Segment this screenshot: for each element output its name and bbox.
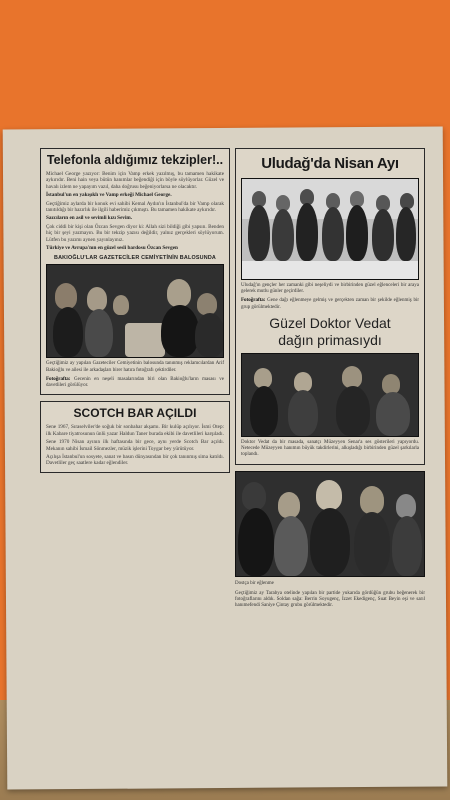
tekzip-paragraph: Çok ciddi bir kişi olan Özcan Sevgen diyor ki: Allah sizi bildiği gibi yapsın. Benden hiç bir şeyi yazmayın. Bu bir tekzip yazısı değildir, yalnız gerçekleri söylüyorum. Lütfen bu yazımı aynen yayınlayınız. [46,223,224,243]
tekzip-paragraph: Michael George yazıyor: Benim için Vamp erkek yazılmış, bu tamamen hakikate aykırıdır. Beni hain veya bütün hanımlar beğendiği için böyle söylüyorlar. Güzel ve havalı izlem ne yapayım vazıl, daha doğrusu beğeniyorlarsa ne olacaktır. [46,171,224,190]
scotch-title: SCOTCH BAR AÇILDI [73,406,197,421]
balo-foto-text: Gecenin en neşeli masalarından biri olan Bakioğlu'ların masası ve davetlileri görülüyor. [46,376,224,389]
tekzip-headline: Telefonla aldığımız tekzipler!.. [46,153,224,167]
scotch-section [40,401,230,472]
balo-foto-caption [46,377,224,389]
scotch-paragraph: Sene 1970 Nisan ayının ilk haftasında bir gece, aynı yerde Scotch Bar açıldı. Mekanın sahibi İsmail Sönmezler, müzik işlerini Toygar bey yürütüyor. [46,439,224,452]
tekzip-subline: Türkiye ve Avrupa'nın en güzel sesli bardosu Özcan Sevgen [46,245,178,252]
doctor-title [241,315,419,349]
uludag-title: Uludağ'da Nisan Ayı [261,155,399,172]
tekzip-subline: Sazcıların en asil ve sevimli kızı Sevim. [46,215,133,222]
uludag-section [235,148,425,465]
dostca-caption: Geçtiğimiz ay Tarabya otelinde yapılan bir partide yukarıda gördüğün grubu beğenerek bir fotoğraflarını aldık. Soldan sağa: Berrin Soyugenç, İzzet Ekedigenç, Suat Beyin eşi ve sarıl hanımefendi Saniye Çintay grubu görülmektedir. [235,590,425,609]
balo-caption: Geçtiğimiz ay yapılan Gazeteciler Cemiyetinin balosunda tanınmış reklamcılardan Arif Bakioğlu ve ailesi ile arkadaşları birer hatıra fotoğrafı çektirdiler. [46,361,224,373]
balo-title: BAKIOĞLU'LAR GAZETECİLER CEMİYETİNİN BALOSUNDA [53,255,217,262]
dostca-caption-title: Dostça bir eğlenme [235,581,274,587]
uludag-foto-caption [241,298,419,310]
uludag-foto-text: Gene dağı eğlenmeye gelmiş ve gerçekten zaman bir şekilde eğlenmiş bir grup görülmektedir. [241,298,419,310]
doctor-title-line1: Güzel Doktor Vedat [269,314,391,331]
tekzip-subline: İstanbul'un en yakışıklı ve Vamp erkeği Michael George. [46,192,172,199]
scotch-paragraph: Sene 1967, Sıraselviler'de soğuk bir sonbahar akşamı. Bir kulüp açılıyor. İsmi Otep: ilk Kabare tiyatrosunun ünlü yazar Haldun Taner burada ekibi ile davetlileri karşıladı. [46,424,224,437]
scotch-paragraph: Açılışa İstanbul'un sosyete, sanat ve basın dünyasından bir çok tanınmış sima katıldı. Davetliler geç saatlere kadar eğlendiler. [46,453,224,467]
doctor-title-line2: dağın primasıydı [278,331,382,348]
uludag-caption: Uludağ'ın gençler her zamanki gibi neşeliydi ve birbirinden güzel eğlenceleri bir araya gelerek mutlu günler geçirdiler. [241,283,419,295]
uludag-foto-label: Fotoğrafta: [241,298,266,304]
right-column [235,148,425,611]
tekzip-paragraph: Geçtiğimiz aylarda bir konuk evi sahibi Kemal Aydın'ın İstanbul'da bir Vamp olarak tanıtıldığı bir hazırlık ile ilgili haberimiz çıkmıştı. Bu tamamen hakikate aykırıdır. [46,200,224,214]
balo-photo [46,264,224,358]
dostca-photo [235,471,425,577]
doctor-photo [241,353,419,437]
doctor-caption: Doktor Vedat da bir masada, sanatçı Müzeyyen Senar'a ses gösterileri yapıyordu. Netecede Müzeyyen hanımın büyük takdirlerini, alkışladığı birbirinden güzel şarkılarla toplandı. [241,439,419,458]
tekzip-section [40,148,230,395]
left-column [40,148,230,473]
uludag-photo [241,178,419,280]
balo-foto-label: Fotoğrafta: [46,376,71,382]
